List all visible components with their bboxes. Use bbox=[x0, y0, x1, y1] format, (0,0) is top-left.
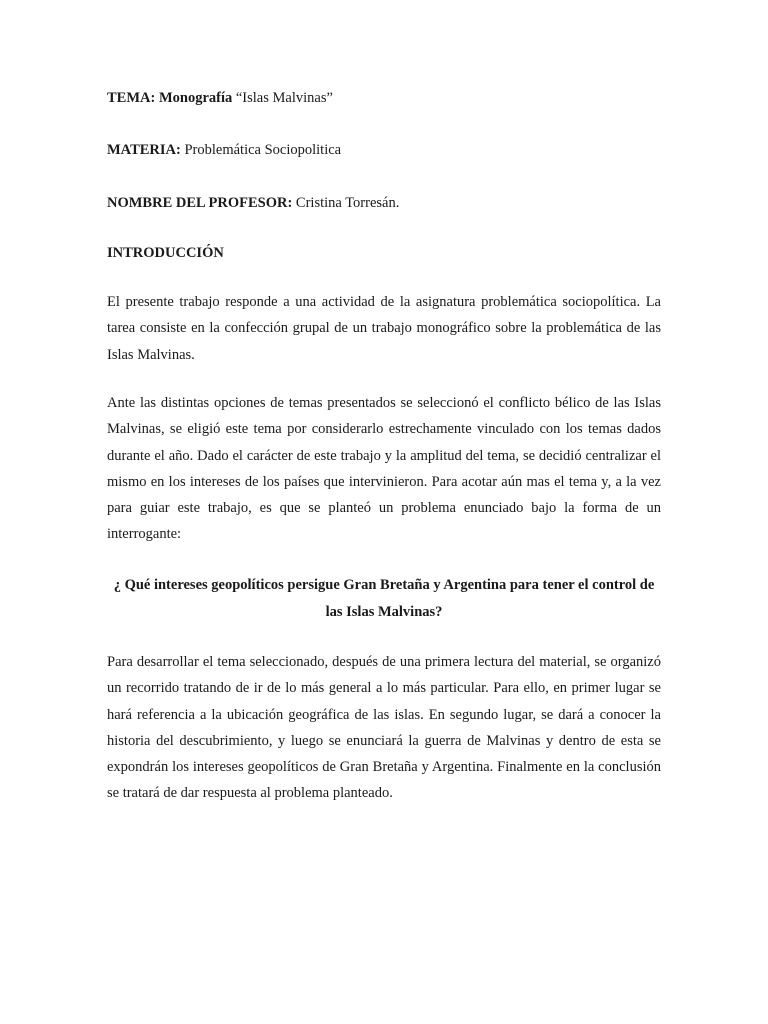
tema-line bbox=[107, 85, 661, 111]
materia-line bbox=[107, 137, 661, 163]
profesor-label: NOMBRE DEL PROFESOR: bbox=[107, 195, 293, 211]
research-question: ¿ Qué intereses geopolíticos persigue Gran Bretaña y Argentina para tener el control de las Islas Malvinas? bbox=[113, 577, 655, 620]
intro-paragraph-1: El presente trabajo responde a una actividad de la asignatura problemática sociopolítica. La tarea consiste en la confección grupal de un trabajo monográfico sobre la problemática de las Islas Malvinas. bbox=[107, 294, 661, 363]
tema-value: “Islas Malvinas” bbox=[232, 90, 333, 106]
tema-label: TEMA: Monografía bbox=[107, 90, 233, 106]
profesor-line bbox=[107, 190, 661, 216]
intro-paragraph-3: Para desarrollar el tema seleccionado, después de una primera lectura del material, se organizó un recorrido tratando de ir de lo más general a lo más particular. Para ello, en primer lugar se hará referencia a la ubicación geográfica de las islas. En segundo lugar, se dará a conocer la historia del descubrimiento, y luego se enunciará la guerra de Malvinas y dentro de esta se expondrán los intereses geopolíticos de Gran Bretaña y Argentina. Finalmente en la conclusión se tratará de dar respuesta al problema planteado. bbox=[107, 654, 661, 802]
materia-value: Problemática Sociopolitica bbox=[180, 142, 342, 158]
profesor-value: Cristina Torresán. bbox=[292, 195, 400, 211]
materia-label: MATERIA: bbox=[107, 142, 181, 158]
intro-paragraph-2: Ante las distintas opciones de temas presentados se seleccionó el conflicto bélico de las Islas Malvinas, se eligió este tema por considerarlo estrechamente vinculado con los temas dados durante el año. Dado el carácter de este trabajo y la amplitud del tema, se decidió centralizar el mismo en los intereses de los países que intervinieron. Para acotar aún mas el tema y, a la vez para guiar este trabajo, es que se planteó un problema enunciado bajo la forma de un interrogante: bbox=[107, 395, 661, 543]
section-heading-introduccion: INTRODUCCIÓN bbox=[107, 245, 224, 261]
